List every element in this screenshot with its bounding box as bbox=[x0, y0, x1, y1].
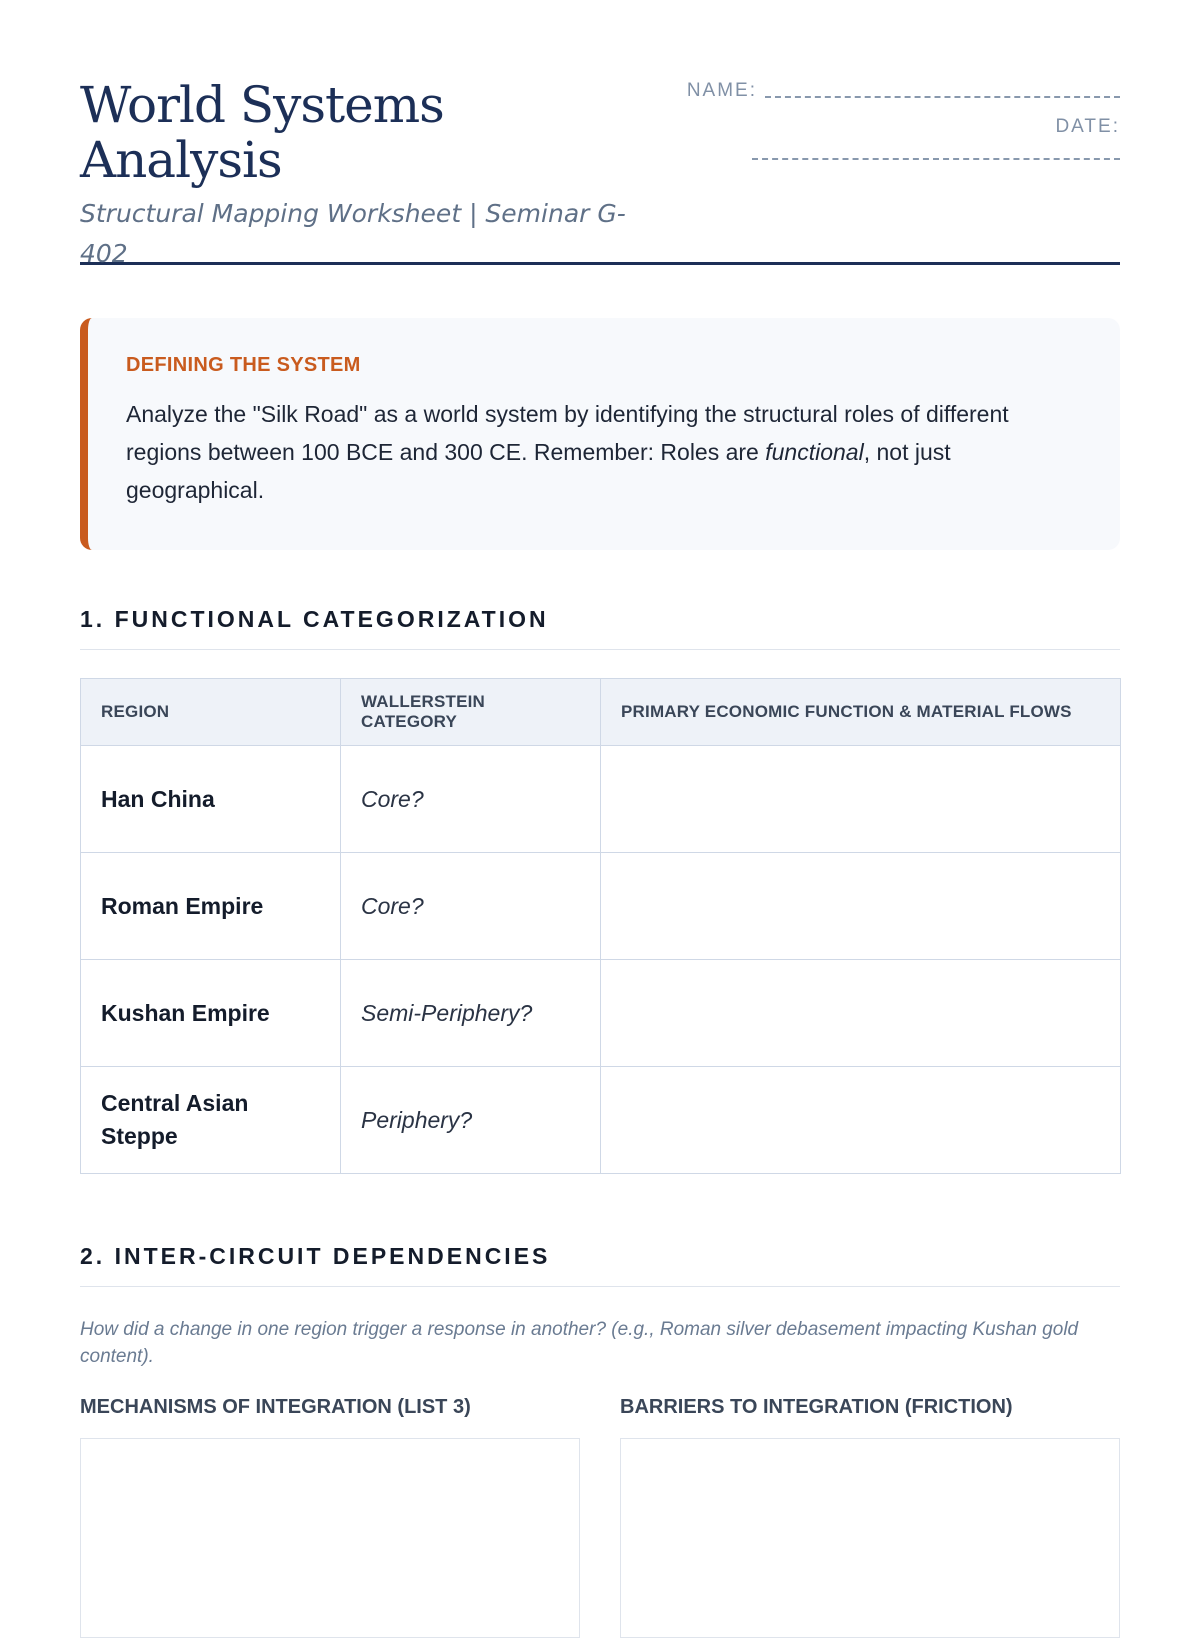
date-line bbox=[680, 158, 1120, 160]
function-answer-cell[interactable] bbox=[601, 853, 1121, 960]
category-cell: Semi-Periphery? bbox=[341, 960, 601, 1067]
mechanisms-label: MECHANISMS OF INTEGRATION (LIST 3) bbox=[80, 1396, 471, 1418]
intro-heading: DEFINING THE SYSTEM bbox=[126, 354, 361, 376]
region-cell: Kushan Empire bbox=[81, 960, 341, 1067]
intro-text-end: , not just geographical. bbox=[126, 439, 951, 503]
student-info bbox=[680, 80, 1120, 160]
page-subtitle: Structural Mapping Worksheet | Seminar G-402 bbox=[80, 199, 626, 268]
region-cell: Central Asian Steppe bbox=[81, 1067, 341, 1174]
function-answer-cell[interactable] bbox=[601, 746, 1121, 853]
function-answer-cell[interactable] bbox=[601, 960, 1121, 1067]
column-header-region: REGION bbox=[81, 679, 341, 746]
region-cell: Roman Empire bbox=[81, 853, 341, 960]
categorization-table bbox=[80, 678, 1121, 1174]
category-cell: Periphery? bbox=[341, 1067, 601, 1174]
mechanisms-answer-box[interactable] bbox=[80, 1438, 580, 1638]
function-answer-cell[interactable] bbox=[601, 1067, 1121, 1174]
name-field[interactable] bbox=[765, 96, 1120, 98]
table-header-row bbox=[81, 679, 1121, 746]
table-row bbox=[81, 1067, 1121, 1174]
intro-text bbox=[126, 395, 1074, 509]
title-block bbox=[80, 78, 640, 274]
intro-callout bbox=[80, 318, 1120, 550]
section-heading-categorization: 1. FUNCTIONAL CATEGORIZATION bbox=[80, 606, 1120, 650]
column-header-category: WALLERSTEIN CATEGORY bbox=[341, 679, 601, 746]
date-field[interactable] bbox=[752, 158, 1120, 160]
name-label: NAME: bbox=[686, 80, 757, 101]
categorization-table-wrap bbox=[80, 678, 1120, 1174]
table-row bbox=[81, 746, 1121, 853]
name-line bbox=[680, 80, 1120, 102]
category-cell: Core? bbox=[341, 746, 601, 853]
column-header-function: PRIMARY ECONOMIC FUNCTION & MATERIAL FLOWS bbox=[601, 679, 1121, 746]
section-heading-dependencies: 2. INTER-CIRCUIT DEPENDENCIES bbox=[80, 1243, 1120, 1287]
category-cell: Core? bbox=[341, 853, 601, 960]
worksheet-header bbox=[80, 0, 1120, 268]
intro-emphasis: functional bbox=[765, 439, 864, 465]
region-cell: Han China bbox=[81, 746, 341, 853]
page-title: World Systems Analysis bbox=[80, 76, 444, 189]
table-row bbox=[81, 853, 1121, 960]
table-row bbox=[81, 960, 1121, 1067]
dependencies-prompt: How did a change in one region trigger a response in another? (e.g., Roman silver debasement impacting Kushan gold content). bbox=[80, 1319, 1079, 1367]
date-label: DATE: bbox=[1055, 116, 1120, 137]
barriers-answer-box[interactable] bbox=[620, 1438, 1120, 1638]
barriers-label: BARRIERS TO INTEGRATION (FRICTION) bbox=[620, 1396, 1013, 1418]
worksheet-page bbox=[80, 0, 1120, 1418]
intro-text-start: Analyze the "Silk Road" as a world system by identifying the structural roles of different regions between 100 BCE and 300 CE. Remember: Roles are bbox=[126, 401, 1009, 465]
